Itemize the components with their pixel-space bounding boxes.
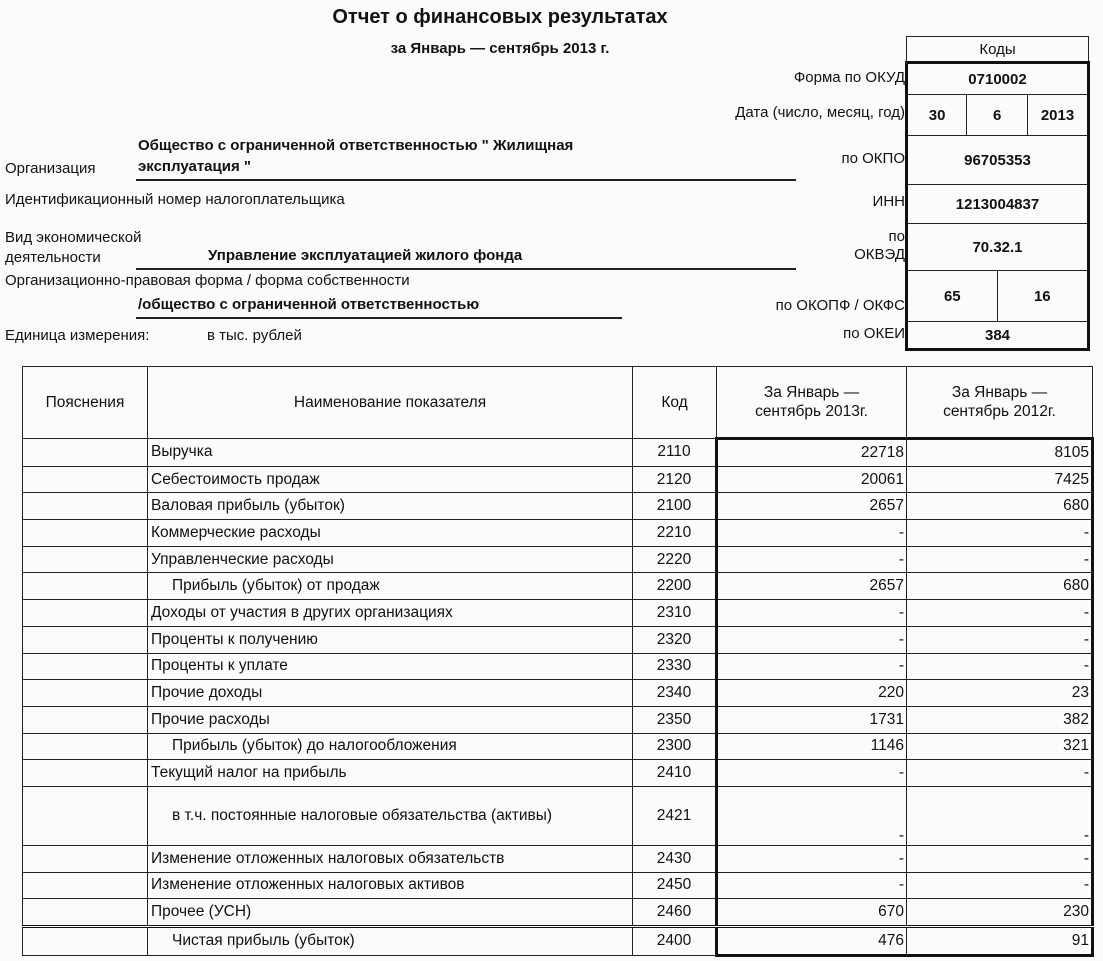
col-notes: Пояснения xyxy=(23,367,148,439)
row-code: 2450 xyxy=(633,872,717,899)
row-previous: 7425 xyxy=(907,466,1093,493)
table-row xyxy=(23,439,1093,467)
unit-label: Единица измерения: xyxy=(5,327,150,344)
row-previous: - xyxy=(907,786,1093,845)
row-name: Проценты к уплате xyxy=(148,653,633,680)
org-name-line-1: Общество с ограниченной ответственностью " Жилищная xyxy=(138,137,574,154)
row-code: 2110 xyxy=(633,439,717,467)
row-current: - xyxy=(717,872,907,899)
row-previous: - xyxy=(907,626,1093,653)
notes-cell xyxy=(23,573,148,600)
notes-cell xyxy=(23,899,148,927)
row-current: - xyxy=(717,786,907,845)
row-current: - xyxy=(717,600,907,627)
table-row xyxy=(23,872,1093,899)
row-name: Выручка xyxy=(148,439,633,467)
table-row xyxy=(23,680,1093,707)
okved-label-2: ОКВЭД xyxy=(854,246,905,263)
notes-cell xyxy=(23,466,148,493)
row-code: 2220 xyxy=(633,546,717,573)
row-code: 2210 xyxy=(633,520,717,547)
row-previous: - xyxy=(907,653,1093,680)
row-name: Изменение отложенных налоговых обязательств xyxy=(148,845,633,872)
row-previous: - xyxy=(907,872,1093,899)
table-row xyxy=(23,786,1093,845)
row-current: 670 xyxy=(717,899,907,927)
table-row xyxy=(23,493,1093,520)
col-code: Код xyxy=(633,367,717,439)
activity-underline xyxy=(136,268,796,270)
okud-value: 0710002 xyxy=(907,63,1089,95)
row-current: 1146 xyxy=(717,733,907,760)
legal-form-value: /общество с ограниченной ответственностью xyxy=(138,296,480,313)
row-code: 2300 xyxy=(633,733,717,760)
row-name: Себестоимость продаж xyxy=(148,466,633,493)
row-current: 20061 xyxy=(717,466,907,493)
okfs-value: 16 xyxy=(997,271,1088,322)
date-year: 2013 xyxy=(1028,95,1089,136)
okpo-value: 96705353 xyxy=(907,136,1089,185)
org-name-line-2: эксплуатация " xyxy=(138,158,251,175)
table-row xyxy=(23,899,1093,927)
row-previous: 680 xyxy=(907,493,1093,520)
row-code: 2120 xyxy=(633,466,717,493)
row-name: Прочие расходы xyxy=(148,706,633,733)
notes-cell xyxy=(23,493,148,520)
col-current xyxy=(717,367,907,439)
okved-value: 70.32.1 xyxy=(907,224,1089,271)
notes-cell xyxy=(23,653,148,680)
row-code: 2460 xyxy=(633,899,717,927)
okved-label-1: по xyxy=(888,228,905,245)
okei-label: по ОКЕИ xyxy=(843,325,905,342)
notes-cell xyxy=(23,600,148,627)
col-previous-line-1: За Январь — xyxy=(951,384,1048,401)
table-header-row xyxy=(23,367,1093,439)
notes-cell xyxy=(23,927,148,956)
okpo-label: по ОКПО xyxy=(841,150,905,167)
row-name: Проценты к получению xyxy=(148,626,633,653)
report-title: Отчет о финансовых результатах xyxy=(332,6,668,28)
date-label: Дата (число, месяц, год) xyxy=(735,104,905,121)
okud-label: Форма по ОКУД xyxy=(793,69,905,86)
row-name: Коммерческие расходы xyxy=(148,520,633,547)
row-name: Управленческие расходы xyxy=(148,546,633,573)
col-previous xyxy=(907,367,1093,439)
col-previous-line-2: сентябрь 2012г. xyxy=(943,403,1056,420)
notes-cell xyxy=(23,760,148,787)
row-current: - xyxy=(717,845,907,872)
report-period: за Январь — сентябрь 2013 г. xyxy=(390,40,610,57)
row-current: 220 xyxy=(717,680,907,707)
notes-cell xyxy=(23,626,148,653)
activity-label-1: Вид экономической xyxy=(5,229,142,246)
row-current: 2657 xyxy=(717,573,907,600)
codes-header: Коды xyxy=(907,37,1089,63)
table-row xyxy=(23,706,1093,733)
row-name: Прибыль (убыток) от продаж xyxy=(148,573,633,600)
row-name: Прочие доходы xyxy=(148,680,633,707)
table-row xyxy=(23,546,1093,573)
row-current: 476 xyxy=(717,927,907,956)
row-previous: - xyxy=(907,520,1093,547)
org-underline xyxy=(136,179,796,181)
row-previous: - xyxy=(907,546,1093,573)
row-current: - xyxy=(717,760,907,787)
row-previous: - xyxy=(907,600,1093,627)
row-code: 2350 xyxy=(633,706,717,733)
row-current: - xyxy=(717,653,907,680)
row-code: 2310 xyxy=(633,600,717,627)
col-current-line-2: сентябрь 2013г. xyxy=(755,403,868,420)
notes-cell xyxy=(23,733,148,760)
notes-cell xyxy=(23,680,148,707)
table-row xyxy=(23,760,1093,787)
row-name: Текущий налог на прибыль xyxy=(148,760,633,787)
notes-cell xyxy=(23,872,148,899)
row-previous: 8105 xyxy=(907,439,1093,467)
row-name: Изменение отложенных налоговых активов xyxy=(148,872,633,899)
row-current: 1731 xyxy=(717,706,907,733)
row-code: 2421 xyxy=(633,786,717,845)
row-current: - xyxy=(717,546,907,573)
notes-cell xyxy=(23,439,148,467)
row-previous: - xyxy=(907,845,1093,872)
notes-cell xyxy=(23,546,148,573)
legal-form-underline xyxy=(136,317,622,319)
row-previous: 23 xyxy=(907,680,1093,707)
row-previous: 230 xyxy=(907,899,1093,927)
okopf-label: по ОКОПФ / ОКФС xyxy=(775,297,905,314)
notes-cell xyxy=(23,706,148,733)
row-current: 2657 xyxy=(717,493,907,520)
table-row xyxy=(23,845,1093,872)
row-name: Прочее (УСН) xyxy=(148,899,633,927)
row-previous: 91 xyxy=(907,927,1093,956)
table-row-total xyxy=(23,927,1093,956)
date-day: 30 xyxy=(907,95,967,136)
inn-code-label: ИНН xyxy=(872,193,905,210)
financial-results-table xyxy=(22,366,1094,957)
row-name: Прибыль (убыток) до налогообложения xyxy=(148,733,633,760)
okopf-value: 65 xyxy=(907,271,998,322)
row-name: в т.ч. постоянные налоговые обязательства (активы) xyxy=(148,786,633,845)
notes-cell xyxy=(23,786,148,845)
inn-label: Идентификационный номер налогоплательщика xyxy=(5,191,345,208)
col-current-line-1: За Январь — xyxy=(763,384,860,401)
legal-form-label: Организационно-правовая форма / форма собственности xyxy=(5,272,410,289)
table-row xyxy=(23,626,1093,653)
row-name: Валовая прибыль (убыток) xyxy=(148,493,633,520)
table-row xyxy=(23,733,1093,760)
inn-value: 1213004837 xyxy=(907,185,1089,224)
row-code: 2410 xyxy=(633,760,717,787)
table-row xyxy=(23,573,1093,600)
org-label: Организация xyxy=(5,160,96,177)
row-code: 2400 xyxy=(633,927,717,956)
row-name: Доходы от участия в других организациях xyxy=(148,600,633,627)
row-previous: 382 xyxy=(907,706,1093,733)
okei-value: 384 xyxy=(907,322,1089,350)
row-code: 2200 xyxy=(633,573,717,600)
table-row xyxy=(23,466,1093,493)
row-name: Чистая прибыль (убыток) xyxy=(148,927,633,956)
notes-cell xyxy=(23,520,148,547)
row-current: - xyxy=(717,520,907,547)
date-month: 6 xyxy=(967,95,1028,136)
table-row xyxy=(23,653,1093,680)
notes-cell xyxy=(23,845,148,872)
row-code: 2320 xyxy=(633,626,717,653)
row-previous: 680 xyxy=(907,573,1093,600)
table-row xyxy=(23,600,1093,627)
row-code: 2330 xyxy=(633,653,717,680)
row-code: 2100 xyxy=(633,493,717,520)
col-name: Наименование показателя xyxy=(148,367,633,439)
unit-value: в тыс. рублей xyxy=(207,327,302,344)
codes-box xyxy=(905,36,1090,351)
row-current: 22718 xyxy=(717,439,907,467)
table-row xyxy=(23,520,1093,547)
activity-value: Управление эксплуатацией жилого фонда xyxy=(208,247,523,264)
activity-label-2: деятельности xyxy=(5,249,101,266)
row-code: 2340 xyxy=(633,680,717,707)
row-previous: - xyxy=(907,760,1093,787)
row-current: - xyxy=(717,626,907,653)
row-previous: 321 xyxy=(907,733,1093,760)
row-code: 2430 xyxy=(633,845,717,872)
